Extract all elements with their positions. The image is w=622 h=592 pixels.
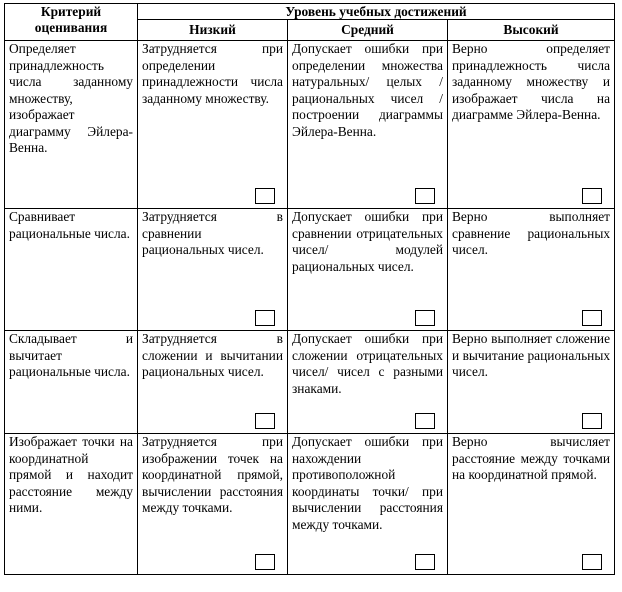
descriptor-text: Верно выполняет сравнение рациональных чисел. [452,209,611,257]
medium-level-cell [288,434,448,575]
descriptor-text: Затрудняется при определении принадлежности числа заданному множеству. [142,41,283,106]
assessment-rubric-table [4,3,615,575]
descriptor-text: Допускает ошибки при сложении отрицательных чисел/ чисел с разными знаками. [292,331,443,396]
table-row [5,331,615,434]
checkbox[interactable] [255,413,275,429]
low-level-header: Низкий [138,20,288,41]
checkbox[interactable] [415,310,435,326]
low-level-cell [138,434,288,575]
criterion-cell: Сравнивает рациональные числа. [5,209,138,331]
table-row [5,209,615,331]
checkbox[interactable] [582,310,602,326]
checkbox[interactable] [255,188,275,204]
descriptor-text: Затрудняется в сравнении рациональных чисел. [142,209,283,257]
checkbox[interactable] [415,554,435,570]
criterion-cell: Определяет принадлежность числа заданному множеству, изображает диаграмму Эйлера-Венна. [5,41,138,209]
descriptor-text: Верно выполняет сложение и вычитание рациональных чисел. [452,331,611,379]
checkbox[interactable] [582,188,602,204]
medium-level-cell [288,209,448,331]
high-level-cell [448,41,615,209]
descriptor-text: Затрудняется в сложении и вычитании рациональных чисел. [142,331,283,379]
low-level-cell [138,331,288,434]
checkbox[interactable] [415,188,435,204]
descriptor-text: Допускает ошибки при нахождении противоположной координаты точки/ при вычислении расстояния между точками. [292,434,443,532]
low-level-cell [138,209,288,331]
medium-level-cell [288,41,448,209]
criterion-header: Критерий оценивания [5,4,138,41]
high-level-header: Высокий [448,20,615,41]
descriptor-text: Верно вычисляет расстояние между точками на координатной прямой. [452,434,611,482]
checkbox[interactable] [255,554,275,570]
criterion-cell: Изображает точки на координатной прямой и находит расстояние между ними. [5,434,138,575]
medium-level-cell [288,331,448,434]
checkbox[interactable] [582,554,602,570]
descriptor-text: Допускает ошибки при сравнении отрицательных чисел/ модулей рациональных чисел. [292,209,443,274]
checkbox[interactable] [582,413,602,429]
high-level-cell [448,209,615,331]
descriptor-text: Затрудняется при изображении точек на координатной прямой, вычислении расстояния между точками. [142,434,283,515]
table-row [5,41,615,209]
medium-level-header: Средний [288,20,448,41]
table-row [5,434,615,575]
high-level-cell [448,331,615,434]
descriptor-text: Верно определяет принадлежность числа заданному множеству и изображает числа на диаграмме Эйлера-Венна. [452,41,611,122]
checkbox[interactable] [415,413,435,429]
checkbox[interactable] [255,310,275,326]
achievement-level-header: Уровень учебных достижений [138,4,615,20]
descriptor-text: Допускает ошибки при определении множества натуральных/ целых / рациональных чисел / построении диаграммы Эйлера-Венна. [292,41,443,139]
criterion-cell: Складывает и вычитает рациональные числа. [5,331,138,434]
high-level-cell [448,434,615,575]
low-level-cell [138,41,288,209]
